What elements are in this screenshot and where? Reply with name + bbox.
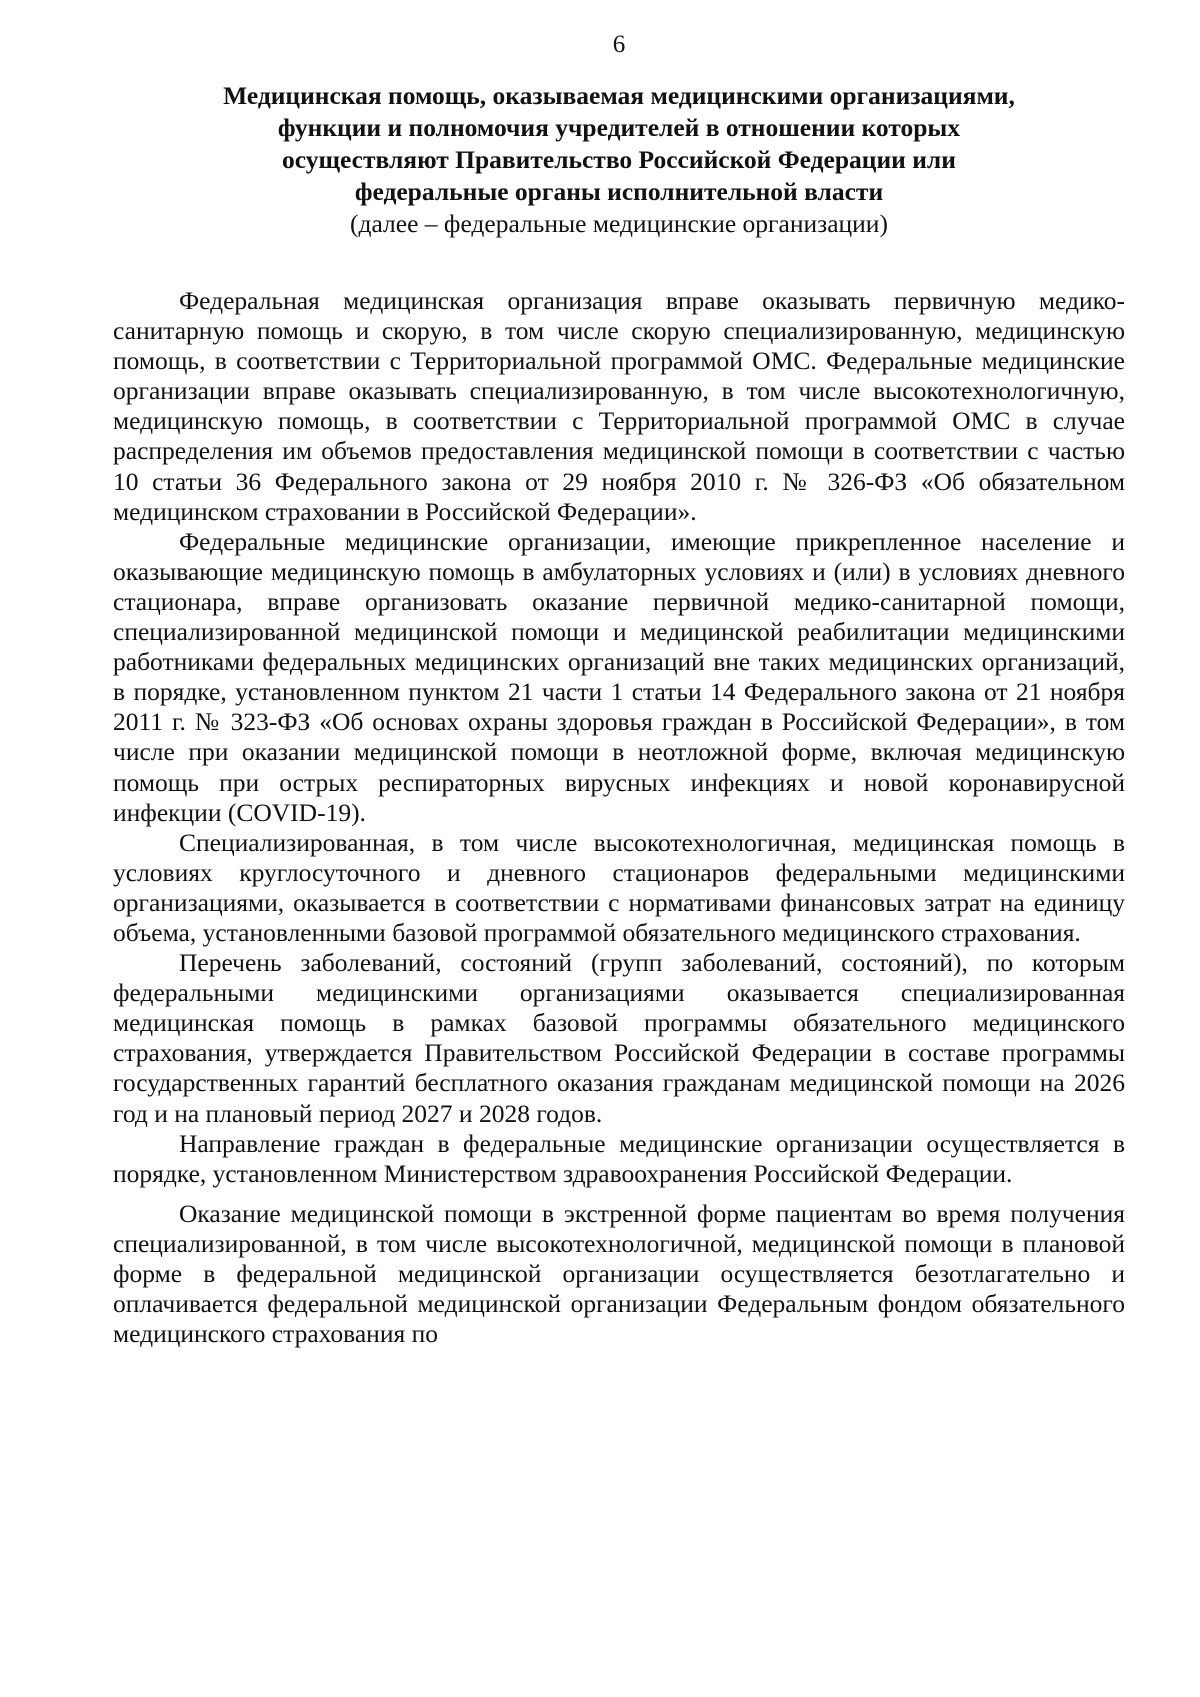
document-body: [113, 286, 1125, 1349]
heading-line: осуществляют Правительство Российской Федерации или: [282, 145, 956, 174]
heading-line: федеральные органы исполнительной власти: [354, 177, 884, 206]
paragraph-referral: Направление граждан в федеральные медицинские организации осуществляется в порядке, установленном Министерством здравоохранения Российской Федерации.: [113, 1128, 1125, 1188]
paragraph-specialized-care: Специализированная, в том числе высокотехнологичная, медицинская помощь в условиях круглосуточного и дневного стационаров федеральными медицинскими организациями, оказывается в соответствии с нормативами финансовых затрат на единицу объема, установленными базовой программой обязательного медицинского страхования.: [113, 827, 1125, 947]
document-page: [113, 28, 1125, 1349]
heading-line: функции и полномочия учредителей в отношении которых: [277, 113, 961, 142]
paragraph-emergency-care: Оказание медицинской помощи в экстренной форме пациентам во время получения специализированной, в том числе высокотехнологичной, медицинской помощи в плановой форме в федеральной медицинской организации осуществляется безотлагательно и оплачивается федеральной медицинской организации Федеральным фондом обязательного медицинского страхования по: [113, 1198, 1125, 1349]
heading-subtitle: (далее – федеральные медицинские организации): [350, 209, 888, 238]
paragraph-disease-list: Перечень заболеваний, состояний (групп заболеваний, состояний), по которым федеральными медицинскими организациями оказывается специализированная медицинская помощь в рамках базовой программы обязательного медицинского страхования, утверждается Правительством Российской Федерации в составе программы государственных гарантий бесплатного оказания гражданам медицинской помощи на 2026 год и на плановый период 2027 и 2028 годов.: [113, 948, 1125, 1128]
paragraph-attached-population: Федеральные медицинские организации, имеющие прикрепленное население и оказывающие медицинскую помощь в амбулаторных условиях и (или) в условиях дневного стационара, вправе организовать оказание первичной медико-санитарной помощи, специализированной медицинской помощи и медицинской реабилитации медицинскими работниками федеральных медицинских организаций вне таких медицинских организаций, в порядке, установленном пунктом 21 части 1 статьи 14 Федерального закона от 21 ноября 2011 г. № 323-ФЗ «Об основах охраны здоровья граждан в Российской Федерации», в том числе при оказании медицинской помощи в неотложной форме, включая медицинскую помощь при острых респираторных вирусных инфекциях и новой коронавирусной инфекции (COVID-19).: [113, 526, 1125, 827]
page-number: 6: [612, 31, 626, 58]
section-heading: [113, 80, 1125, 240]
paragraph-federal-org-rights: Федеральная медицинская организация вправе оказывать первичную медико-санитарную помощь и скорую, в том числе скорую специализированную, медицинскую помощь, в соответствии с Территориальной программой ОМС. Федеральные медицинские организации вправе оказывать специализированную, в том числе высокотехнологичную, медицинскую помощь, в соответствии с Территориальной программой ОМС в случае распределения им объемов предоставления медицинской помощи в соответствии с частью 10 статьи 36 Федерального закона от 29 ноября 2010 г. № 326-ФЗ «Об обязательном медицинском страховании в Российской Федерации».: [113, 286, 1125, 526]
heading-line: Медицинская помощь, оказываемая медицинскими организациями,: [223, 81, 1015, 110]
